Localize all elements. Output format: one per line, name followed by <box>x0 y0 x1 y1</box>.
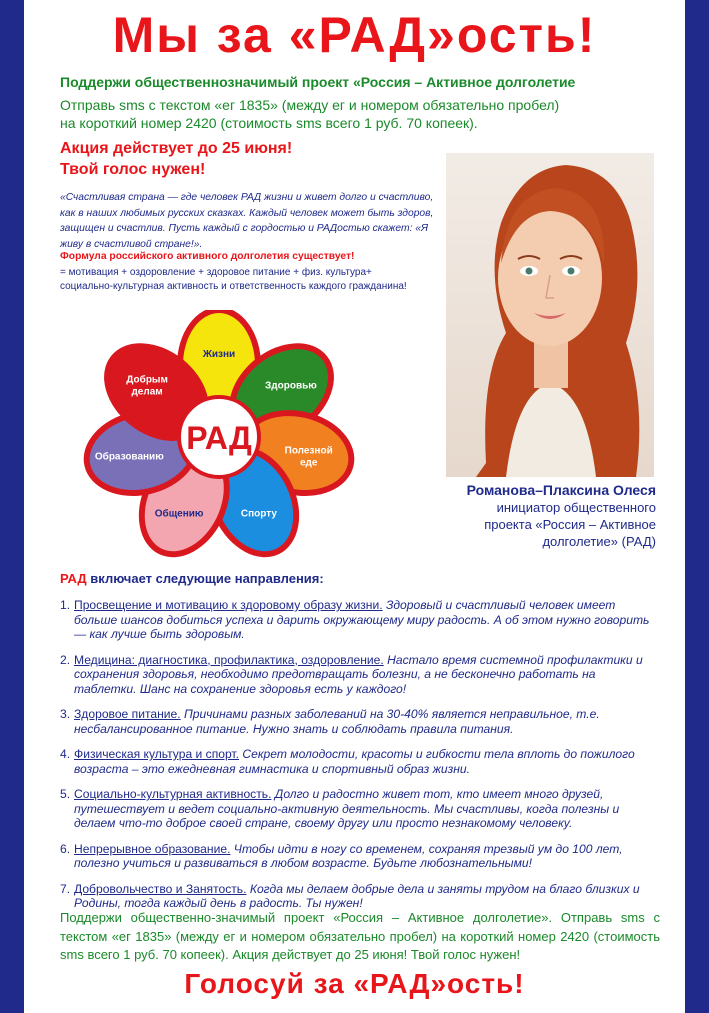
direction-text: Долго и радостно живет тот, кто имеет много друзей, путешествует и ведет социально-активную деятельность. Мы счастливы, когда полезны и делаем что-то доброе своей стране, своему другу или просто незнакомому человеку. <box>74 787 620 830</box>
author-role-1: инициатор общественного <box>496 500 656 515</box>
direction-item <box>60 707 660 736</box>
direction-title: Медицина: диагностика, профилактика, оздоровление. <box>74 652 384 667</box>
left-border <box>0 0 24 1013</box>
direction-number: 6. <box>60 841 71 856</box>
petal-label: Спорту <box>240 508 277 520</box>
direction-text: Причинами разных заболеваний на 30-40% является неправильное, т.е. несбалансированное питание. Нужно знать и соблюдать правила питания. <box>74 707 600 736</box>
portrait-illustration <box>446 153 654 477</box>
formula-text: = мотивация + оздоровление + здоровое питание + физ. культура+ социально-культурная активность и ответственность каждого гражданина! <box>60 267 407 292</box>
direction-item <box>60 787 660 831</box>
action-call: Твой голос нужен! <box>60 161 206 178</box>
right-border <box>685 0 709 1013</box>
formula-heading: Формула российского активного долголетия существует! <box>60 251 355 262</box>
petal-label: Здоровью <box>265 380 317 392</box>
action-notice <box>60 138 292 180</box>
direction-text: Секрет молодости, красоты и гибкости тела вплоть до пожилого возраста – это ежедневная гимнастика и спортивный образ жизни. <box>74 747 635 776</box>
footer-text: Поддержи общественно-значимый проект «Россия – Активное долголетие». Отправь sms с текстом «ег 1835» (между ег и номером обязательно пробел) на короткий номер 2420 (стоимость sms всего 1 руб. 70 копеек). Акция действует до 25 июня! Твой голос нужен! <box>60 910 660 962</box>
direction-text: Настало время системной профилактики и сохранения здоровья, необходимо предотвращать болезни, а не бесконечно работать на таблетки. Шанс на сохранение здоровья есть у каждого! <box>74 652 643 696</box>
action-deadline: Акция действует до 25 июня! <box>60 140 293 157</box>
direction-item <box>60 747 660 776</box>
flower-center-label: РАД <box>186 420 252 456</box>
petal-label: делам <box>131 386 163 398</box>
project-subtitle: Поддержи общественнозначимый проект «Россия – Активное долголетие <box>60 74 576 90</box>
quote-text: «Счастливая страна — где человек РАД жизни и живет долго и счастливо, как в наших любимых русских сказках. Каждый человек может быть здоров, защищен и счастлив. Пусть каждый с гордостью и РАДостью скажет: «Я живу в счастливой стране!». <box>60 192 434 250</box>
author-role-2: проекта «Россия – Активное <box>484 517 656 532</box>
direction-number: 4. <box>60 747 71 761</box>
directions-heading-rad: РАД <box>60 571 87 586</box>
direction-number: 7. <box>60 881 71 896</box>
poster <box>24 0 685 1013</box>
direction-item <box>60 882 660 911</box>
direction-number: 2. <box>60 652 71 667</box>
poster-title: Мы за «РАД»ость! <box>112 7 597 63</box>
sms-line-2: на короткий номер 2420 (стоимость sms всего 1 руб. 70 копеек). <box>60 115 478 131</box>
sms-instructions <box>60 96 620 132</box>
direction-title: Добровольчество и Занятость. <box>74 881 247 896</box>
direction-title: Здоровое питание. <box>74 707 181 721</box>
direction-number: 3. <box>60 707 71 721</box>
direction-item <box>60 653 660 697</box>
sms-line-1: Отправь sms с текстом «ег 1835» (между ег и номером обязательно пробел) <box>60 97 560 113</box>
direction-item <box>60 842 660 871</box>
author-name: Романова–Плаксина Олеся <box>466 482 656 498</box>
direction-text: Чтобы идти в ногу со временем, сохраняя трезвый ум до 100 лет, полезно учиться и развиваться в любом возрасте. Будьте любознательными! <box>74 841 623 870</box>
petal-label: Жизни <box>202 349 236 360</box>
petal-label: Общению <box>154 508 204 520</box>
author-caption <box>384 482 656 550</box>
footer-title: Голосуй за «РАД»ость! <box>184 968 525 999</box>
directions-list <box>60 598 660 922</box>
directions-heading <box>60 571 324 586</box>
direction-title: Физическая культура и спорт. <box>74 747 239 761</box>
rad-flower-diagram <box>74 310 364 565</box>
author-role-3: долголетие» (РАД) <box>542 534 656 549</box>
petal-label: еде <box>299 457 318 469</box>
petal-label: Образованию <box>94 451 164 463</box>
direction-number: 5. <box>60 787 71 801</box>
direction-title: Социально-культурная активность. <box>74 787 272 801</box>
directions-heading-rest: включает следующие направления: <box>86 571 324 586</box>
direction-item <box>60 598 660 642</box>
petal-label: Полезной <box>284 445 333 457</box>
direction-title: Просвещение и мотивацию к здоровому образу жизни. <box>74 598 383 612</box>
author-photo <box>446 153 654 477</box>
direction-text: Когда мы делаем добрые дела и заняты трудом на благо близких и Родины, тогда каждый день в радость. Ты нужен! <box>74 881 640 910</box>
petal-label: Добрым <box>126 374 168 386</box>
direction-number: 1. <box>60 598 71 612</box>
direction-title: Непрерывное образование. <box>74 841 231 856</box>
direction-text: Здоровый и счастливый человек имеет больше шансов добиться успеха и дарить окружающему миру радость. А об этом нужно говорить — как лучше быть здоровым. <box>74 598 650 641</box>
